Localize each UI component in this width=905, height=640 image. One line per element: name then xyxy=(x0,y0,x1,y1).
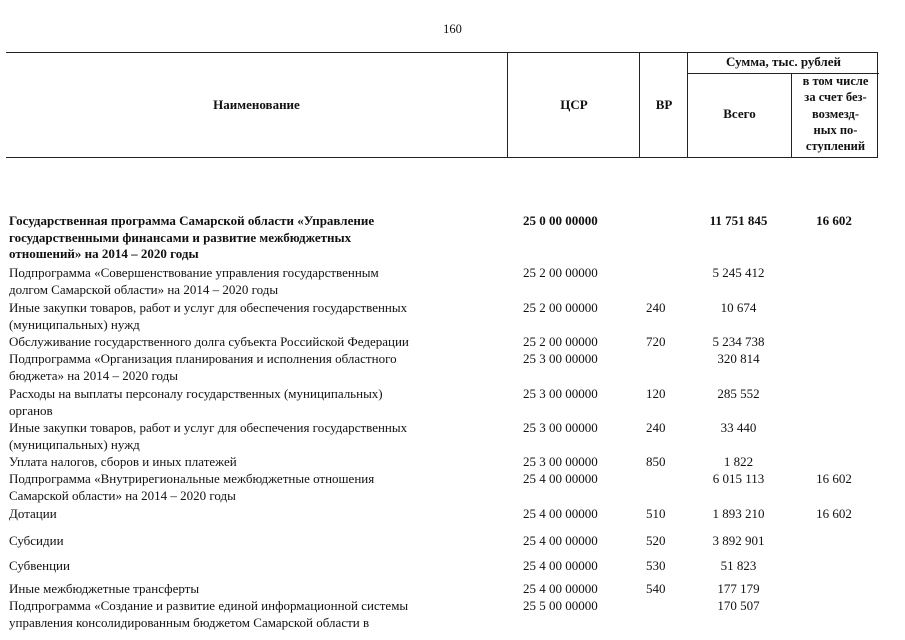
row-name-line: Субвенции xyxy=(9,558,70,573)
header-sum: Сумма, тыс. рублей xyxy=(688,54,879,74)
header-csr-cell xyxy=(507,53,639,157)
row-name xyxy=(9,213,505,263)
row-vr: 120 xyxy=(646,386,666,401)
header-name-cell xyxy=(6,53,507,157)
row-name-line: Подпрограмма «Совершенствование управления государственным xyxy=(9,265,379,280)
header-vr-cell xyxy=(639,53,687,157)
row-csr: 25 2 00 00000 xyxy=(523,300,598,315)
row-csr: 25 4 00 00000 xyxy=(523,533,598,548)
header-total: Всего xyxy=(723,106,756,121)
table-header xyxy=(6,52,878,158)
header-sum-cell xyxy=(687,53,878,157)
row-csr: 25 4 00 00000 xyxy=(523,471,598,486)
row-vr: 240 xyxy=(646,420,666,435)
table-row xyxy=(6,558,878,575)
row-name-line: Субсидии xyxy=(9,533,64,548)
row-vr: 720 xyxy=(646,334,666,349)
row-name-line: (муниципальных) нужд xyxy=(9,316,140,332)
row-csr: 25 4 00 00000 xyxy=(523,581,598,596)
row-name xyxy=(9,558,505,575)
row-name-line: бюджета» на 2014 – 2020 годы xyxy=(9,367,178,383)
page-number: 160 xyxy=(443,22,462,36)
row-name-line: отношений» на 2014 – 2020 годы xyxy=(9,246,199,261)
table-row xyxy=(6,213,878,264)
budget-table xyxy=(6,52,878,630)
row-name-line: Иные межбюджетные трансферты xyxy=(9,581,200,596)
row-total: 170 507 xyxy=(717,598,760,613)
row-csr: 25 0 00 00000 xyxy=(523,213,598,228)
row-name-line: органов xyxy=(9,402,53,418)
row-total: 285 552 xyxy=(717,386,760,401)
row-name-line: (муниципальных) нужд xyxy=(9,436,140,452)
row-name xyxy=(9,334,505,351)
row-total: 1 822 xyxy=(723,454,754,469)
row-name xyxy=(9,471,505,504)
table-row xyxy=(6,300,878,334)
row-total: 1 893 210 xyxy=(712,506,765,521)
table-row xyxy=(6,533,878,550)
row-name-line: долгом Самарской области» на 2014 – 2020 годы xyxy=(9,281,279,297)
row-including: 16 602 xyxy=(816,506,852,521)
table-row xyxy=(6,581,878,598)
table-row xyxy=(6,386,878,420)
row-name-line: Государственная программа Самарской области «Управление xyxy=(9,213,375,228)
row-vr: 540 xyxy=(646,581,666,596)
row-csr: 25 5 00 00000 xyxy=(523,598,598,613)
row-name xyxy=(9,265,505,298)
header-including-line: в том числе xyxy=(802,74,869,88)
row-total: 5 245 412 xyxy=(712,265,765,280)
row-vr: 240 xyxy=(646,300,666,315)
row-total: 51 823 xyxy=(720,558,757,573)
row-csr: 25 3 00 00000 xyxy=(523,351,598,366)
row-name-line: Подпрограмма «Создание и развитие единой информационной системы xyxy=(9,598,409,613)
row-including: 16 602 xyxy=(816,213,852,228)
row-name-line: Обслуживание государственного долга субъекта Российской Федерации xyxy=(9,334,409,349)
header-including-line: ных по- xyxy=(813,122,858,137)
row-name xyxy=(9,351,505,384)
row-name-line: Дотации xyxy=(9,506,57,521)
row-name xyxy=(9,581,505,598)
table-row xyxy=(6,334,878,351)
row-csr: 25 4 00 00000 xyxy=(523,558,598,573)
row-name xyxy=(9,598,505,631)
row-including: 16 602 xyxy=(816,471,852,486)
row-total: 10 674 xyxy=(720,300,757,315)
row-total: 177 179 xyxy=(717,581,760,596)
table-row xyxy=(6,420,878,454)
table-row xyxy=(6,265,878,299)
table-row xyxy=(6,471,878,505)
row-vr: 850 xyxy=(646,454,666,469)
row-name-line: Расходы на выплаты персоналу государственных (муниципальных) xyxy=(9,386,383,401)
row-name-line: Самарской области» на 2014 – 2020 годы xyxy=(9,487,236,503)
table-row xyxy=(6,351,878,385)
row-name-line: управления консолидированным бюджетом Самарской области в xyxy=(9,614,370,630)
row-total: 6 015 113 xyxy=(712,471,765,486)
row-name-line: Подпрограмма «Организация планирования и исполнения областного xyxy=(9,351,397,366)
row-name xyxy=(9,454,505,471)
row-name xyxy=(9,420,505,453)
row-name-line: Иные закупки товаров, работ и услуг для обеспечения государственных xyxy=(9,300,408,315)
row-vr: 510 xyxy=(646,506,666,521)
row-vr: 520 xyxy=(646,533,666,548)
row-total: 320 814 xyxy=(717,351,760,366)
row-name xyxy=(9,386,505,419)
row-total: 33 440 xyxy=(720,420,757,435)
header-including xyxy=(791,73,879,157)
table-row xyxy=(6,454,878,471)
row-csr: 25 2 00 00000 xyxy=(523,334,598,349)
row-name xyxy=(9,300,505,333)
header-vr: ВР xyxy=(655,97,673,112)
header-name: Наименование xyxy=(213,97,300,112)
header-including-line: за счет без- xyxy=(804,90,867,105)
row-vr: 530 xyxy=(646,558,666,573)
header-including-line: ступлений xyxy=(805,139,866,154)
row-csr: 25 3 00 00000 xyxy=(523,386,598,401)
table-row xyxy=(6,598,878,632)
row-csr: 25 3 00 00000 xyxy=(523,454,598,469)
row-total: 11 751 845 xyxy=(709,213,768,228)
row-name-line: Иные закупки товаров, работ и услуг для обеспечения государственных xyxy=(9,420,408,435)
row-csr: 25 4 00 00000 xyxy=(523,506,598,521)
row-csr: 25 2 00 00000 xyxy=(523,265,598,280)
row-total: 5 234 738 xyxy=(712,334,765,349)
table-row xyxy=(6,506,878,523)
row-name-line: Уплата налогов, сборов и иных платежей xyxy=(9,454,237,469)
row-csr: 25 3 00 00000 xyxy=(523,420,598,435)
row-name xyxy=(9,506,505,523)
row-total: 3 892 901 xyxy=(712,533,765,548)
row-name-line: Подпрограмма «Внутрирегиональные межбюджетные отношения xyxy=(9,471,375,486)
row-name-line: государственными финансами и развитие межбюджетных xyxy=(9,229,352,245)
row-name xyxy=(9,533,505,550)
header-including-line: возмезд- xyxy=(811,106,860,121)
header-csr: ЦСР xyxy=(560,97,588,112)
